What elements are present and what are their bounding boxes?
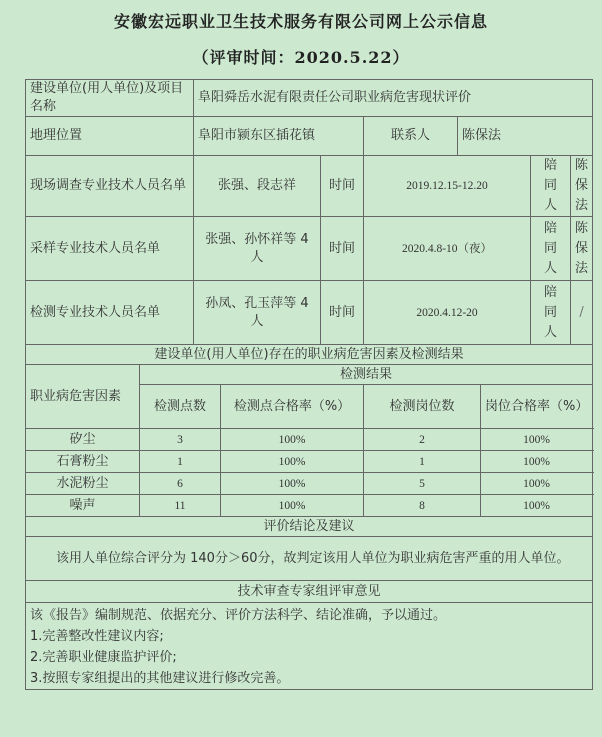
post-rate-cell: 100% <box>481 451 593 473</box>
points-cell: 6 <box>140 473 221 495</box>
point-rate-cell: 100% <box>221 429 364 451</box>
conclusion-body: 该用人单位综合评分为 140分＞60分，故判定该用人单位为职业病危害严重的用人单位。 <box>56 550 570 566</box>
points-cell: 1 <box>140 451 221 473</box>
table-row <box>26 451 593 473</box>
results-header: 检测结果 <box>140 365 593 385</box>
point-rate-cell: 100% <box>221 495 364 517</box>
factor-cell: 噪声 <box>26 495 140 517</box>
expert-line: 3.按照专家组提出的其他建议进行修改完善。 <box>30 671 290 686</box>
survey-label: 现场调查专业技术人员名单 <box>26 156 194 217</box>
testing-time-label: 时间 <box>321 281 364 345</box>
table-row <box>26 429 593 451</box>
page-title: 安徽宏远职业卫生技术服务有限公司网上公示信息 <box>113 12 488 31</box>
expert-line: 2.完善职业健康监护评价; <box>30 650 177 665</box>
testing-accomp-label: 陪同人 <box>531 281 571 345</box>
contact-value: 陈保法 <box>458 117 593 156</box>
testing-label: 检测专业技术人员名单 <box>26 281 194 345</box>
point-rate-cell: 100% <box>221 473 364 495</box>
survey-time: 2019.12.15-12.20 <box>364 156 531 217</box>
expert-line: 该《报告》编制规范、依据充分、评价方法科学、结论准确，予以通过。 <box>30 608 447 623</box>
col-posts: 检测岗位数 <box>364 385 481 429</box>
testing-names: 孙凤、孔玉萍等 4 人 <box>194 281 321 345</box>
col-points: 检测点数 <box>140 385 221 429</box>
conclusion-text <box>26 537 593 581</box>
table-row <box>26 473 593 495</box>
posts-cell: 5 <box>364 473 481 495</box>
survey-names: 张强、段志祥 <box>194 156 321 217</box>
posts-cell: 8 <box>364 495 481 517</box>
survey-accomp: 陈保法 <box>571 156 593 217</box>
conclusion-heading: 评价结论及建议 <box>26 517 593 537</box>
table-row <box>26 495 593 517</box>
post-rate-cell: 100% <box>481 429 593 451</box>
expert-line: 1.完善整改性建议内容; <box>30 629 164 644</box>
contact-label: 联系人 <box>364 117 458 156</box>
sampling-names: 张强、孙怀祥等 4 人 <box>194 217 321 281</box>
unit-value: 阜阳舜岳水泥有限责任公司职业病危害现状评价 <box>194 80 593 117</box>
testing-time: 2020.4.12-20 <box>364 281 531 345</box>
factor-cell: 矽尘 <box>26 429 140 451</box>
factor-header: 职业病危害因素 <box>26 365 140 429</box>
sampling-accomp-label: 陪同人 <box>531 217 571 281</box>
sampling-time-label: 时间 <box>321 217 364 281</box>
location-label: 地理位置 <box>26 117 194 156</box>
sampling-time: 2020.4.8-10（夜） <box>364 217 531 281</box>
post-rate-cell: 100% <box>481 495 593 517</box>
points-cell: 3 <box>140 429 221 451</box>
post-rate-cell: 100% <box>481 473 593 495</box>
sampling-label: 采样专业技术人员名单 <box>26 217 194 281</box>
sampling-accomp: 陈保法 <box>571 217 593 281</box>
col-post-rate: 岗位合格率（%） <box>481 385 593 429</box>
points-cell: 11 <box>140 495 221 517</box>
point-rate-cell: 100% <box>221 451 364 473</box>
expert-opinion <box>26 603 593 690</box>
factor-cell: 石膏粉尘 <box>26 451 140 473</box>
factor-cell: 水泥粉尘 <box>26 473 140 495</box>
posts-cell: 1 <box>364 451 481 473</box>
survey-accomp-label: 陪同人 <box>531 156 571 217</box>
disclosure-table <box>25 79 593 690</box>
location-value: 阜阳市颍东区插花镇 <box>194 117 364 156</box>
col-point-rate: 检测点合格率（%） <box>221 385 364 429</box>
survey-time-label: 时间 <box>321 156 364 217</box>
unit-label: 建设单位(用人单位)及项目名称 <box>26 80 194 117</box>
review-time: （评审时间：2020.5.22） <box>192 48 410 67</box>
testing-accomp: / <box>571 281 593 345</box>
posts-cell: 2 <box>364 429 481 451</box>
hazard-heading: 建设单位(用人单位)存在的职业病危害因素及检测结果 <box>26 345 593 365</box>
expert-heading: 技术审查专家组评审意见 <box>26 581 593 603</box>
